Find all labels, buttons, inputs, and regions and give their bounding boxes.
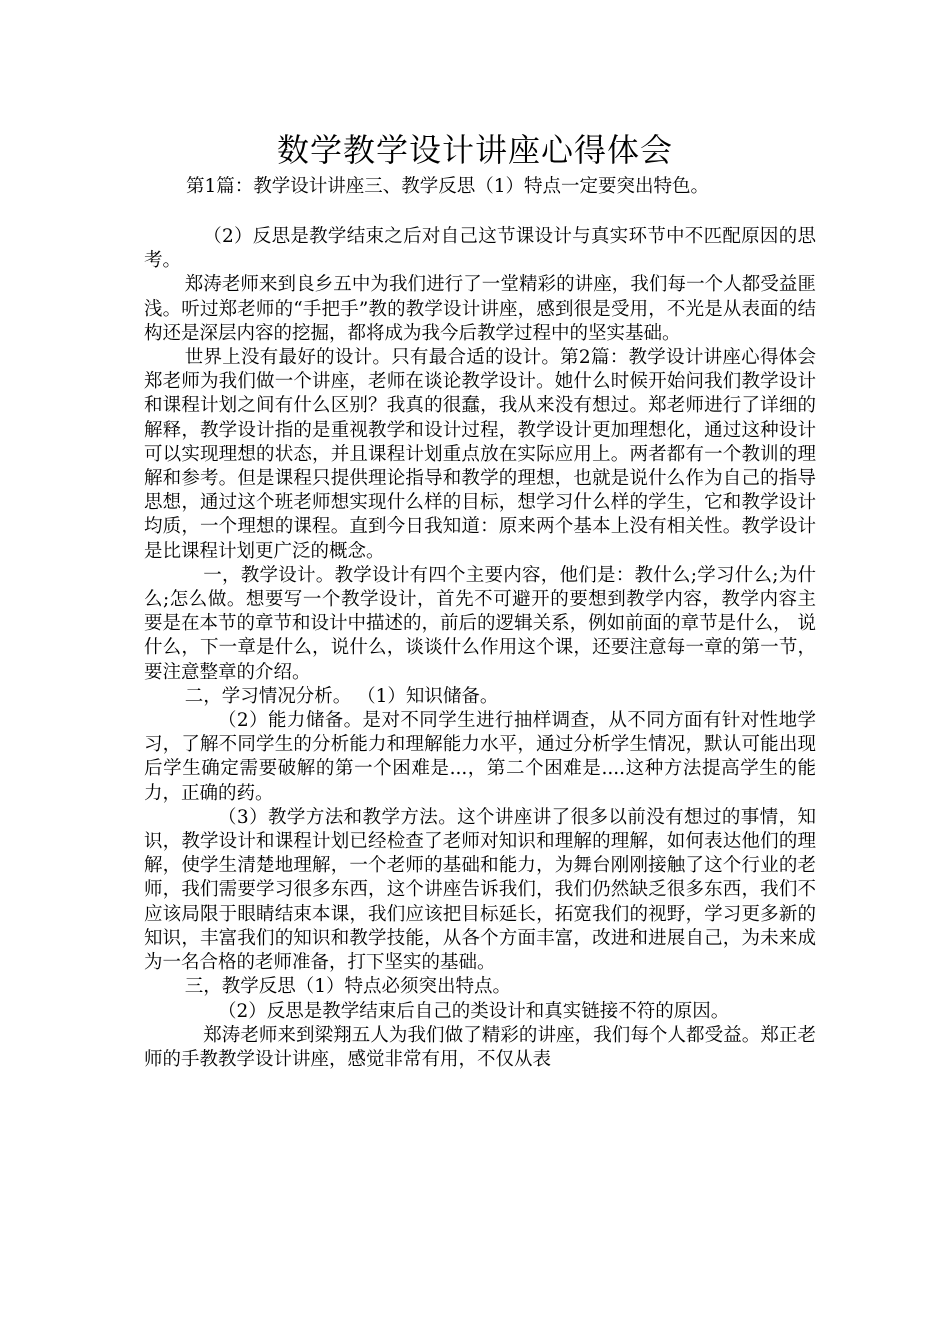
paragraph-methods: （3）教学方法和教学方法。这个讲座讲了很多以前没有想过的事情，知识，教学设计和课程计划已经检查了老师对知识和理解的理解，如何表达他们的理解，使学生清楚地理解，一个老师的基础和能力，为舞台刚刚接触了这个行业的老师，我们需要学习很多东西，这个讲座告诉我们，我们仍然缺乏很多东西，我们不应该局限于眼睛结束本课，我们应该把目标延长，拓宽我们的视野，学习更多新的 知识，丰富我们的知识和教学技能，从各个方面丰富，改进和进展自己，为未来成为一名合格的老师准备，打下坚实的基础。 [144,806,816,974]
document-body [144,225,816,1072]
document-title: 数学教学设计讲座心得体会 [276,131,673,169]
paragraph-section-three: 三，教学反思（1）特点必须突出特点。 [184,976,511,998]
paragraph-lecture-intro: 郑涛老师来到良乡五中为我们进行了一堂精彩的讲座，我们每一个人都受益匪浅。听过郑老师的“手把手”教的教学设计讲座，感到很是受用，不光是从表面的结构还是深层内容的挖掘，都将成为我今后教学过程中的坚实基础。 [144,274,816,344]
paragraph-reflection-1: （2）反思是教学结束之后对自己这节课设计与真实环节中不匹配原因的思考。 [144,226,816,272]
paragraph-reflection-2: （2）反思是教学结束后自己的类设计和真实链接不符的原因。 [218,1000,730,1022]
document-subtitle: 第1篇：教学设计讲座三、教学反思（1）特点一定要突出特色。 [186,176,710,197]
paragraph-section-one: 一，教学设计。教学设计有四个主要内容，他们是：教什么;学习什么;为什么;怎么做。想要写一个教学设计，首先不可避开的要想到教学内容，教学内容主要是在本节的章节和设计中描述的，前后的逻辑关系，例如前面的章节是什么， 说什么，下一章是什么，说什么，谈谈什么作用这个课，还要注意每一章的第一节，要注意整章的介绍。 [144,564,816,683]
paragraph-ability: （2）能力储备。是对不同学生进行抽样调查，从不同方面有针对性地学习，了解不同学生的分析能力和理解能力水平，通过分析学生情况，默认可能出现后学生确定需要破解的第一个困难是...，第二个困难是....这种方法提高学生的能力，正确的药。 [144,710,816,804]
paragraph-section-two: 二，学习情况分析。 （1）知识储备。 [184,685,499,707]
paragraph-lecture-recap: 郑涛老师来到梁翔五人为我们做了精彩的讲座，我们每个人都受益。郑正老师的手教教学设计讲座，感觉非常有用，不仅从表 [144,1024,816,1070]
paragraph-design-vs-plan: 世界上没有最好的设计。只有最合适的设计。第2篇：教学设计讲座心得体会 郑老师为我们做一个讲座，老师在谈论教学设计。她什么时候开始问我们教学设计和课程计划之间有什么区别？我真的很蠢，我从来没有想过。郑老师进行了详细的解释，教学设计指的是重视教学和设计过程，教学设计更加理想化，通过这种设计可以实现理想的状态，并且课程计划重点放在实际应用上。两者都有一个教训的理解和参考。但是课程只提供理论指导和教学的理想，也就是说什么作为自己的指导思想，通过这个班老师想实现什么样的目标，想学习什么样的学生，它和教学设计均质，一个理想的课程。直到今日我知道：原来两个基本上没有相关性。教学设计是比课程计划更广泛的概念。 [144,347,816,562]
